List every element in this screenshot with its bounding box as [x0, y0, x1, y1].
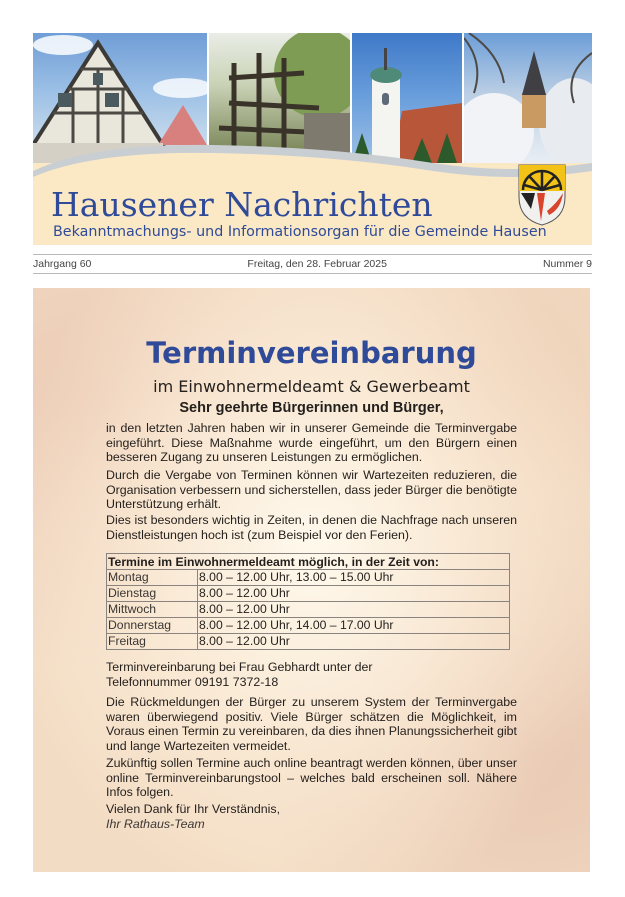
contact-line: Terminvereinbarung bei Frau Gebhardt unter der	[106, 660, 373, 674]
paragraph-text: Dies ist besonders wichtig in Zeiten, in denen die Nachfrage nach unseren Dienstleistungen hoch ist (zum Beispiel vor den Ferien).	[106, 513, 517, 542]
day-cell: Dienstag	[107, 586, 198, 602]
notice-title: Terminvereinbarung	[146, 336, 477, 370]
time-cell: 8.00 – 12.00 Uhr	[198, 602, 510, 618]
signature: Ihr Rathaus-Team	[106, 816, 205, 831]
paragraph-text: Die Rückmeldungen der Bürger zu unserem System der Terminvergabe waren überwiegend positiv. Viele Bürger schätzen die Möglichkeit, im Voraus einen Termin zu vereinbaren, da dies ihnen Planungssicherheit gibt und lange Wartezeiten vermeidet.	[106, 695, 517, 754]
paragraph-importance	[106, 513, 517, 542]
issue-info-bar	[33, 254, 592, 274]
contact-info	[106, 660, 517, 689]
masthead	[33, 33, 592, 245]
table-row	[107, 570, 510, 586]
paragraph-feedback	[106, 695, 517, 754]
closing-text: Vielen Dank für Ihr Verständnis,	[106, 802, 281, 816]
municipal-coat-of-arms-icon	[517, 163, 567, 227]
time-cell: 8.00 – 12.00 Uhr	[198, 586, 510, 602]
phone-number: Telefonnummer 09191 7372-18	[106, 674, 279, 689]
table-row	[107, 618, 510, 634]
table-row	[107, 586, 510, 602]
paragraph-text: in den letzten Jahren haben wir in unserer Gemeinde die Terminvergabe eingeführt. Diese Maßnahme wurde eingeführt, um den Bürgern einen besseren Zugang zu unseren Leistungen zu ermöglichen.	[106, 421, 517, 465]
appointment-notice	[33, 288, 590, 872]
newspaper-title: Hausener Nachrichten	[51, 185, 433, 224]
issue-date: Freitag, den 28. Februar 2025	[247, 258, 387, 270]
time-cell: 8.00 – 12.00 Uhr, 14.00 – 17.00 Uhr	[198, 618, 510, 634]
time-cell: 8.00 – 12.00 Uhr	[198, 634, 510, 650]
day-cell: Freitag	[107, 634, 198, 650]
table-header: Termine im Einwohnermeldeamt möglich, in der Zeit von:	[107, 554, 510, 570]
paragraph-benefits	[106, 468, 517, 512]
table-row	[107, 634, 510, 650]
day-cell: Mittwoch	[107, 602, 198, 618]
day-cell: Montag	[107, 570, 198, 586]
volume-label: Jahrgang 60	[33, 258, 92, 270]
paragraph-text: Zukünftig sollen Termine auch online beantragt werden können, über unser online Terminvereinbarungstool – welches bald erscheinen soll. Nähere Infos folgen.	[106, 756, 517, 800]
paragraph-text: Durch die Vergabe von Terminen können wir Wartezeiten reduzieren, die Organisation verbessern und sicherstellen, dass jeder Bürger die benötigte Unterstützung erhält.	[106, 468, 517, 512]
table-header-row	[107, 554, 510, 570]
notice-greeting: Sehr geehrte Bürgerinnen und Bürger,	[179, 400, 444, 416]
notice-subtitle: im Einwohnermeldeamt & Gewerbeamt	[153, 377, 470, 396]
closing-block	[106, 802, 517, 831]
issue-number: Nummer 9	[542, 258, 592, 270]
table-row	[107, 602, 510, 618]
time-cell: 8.00 – 12.00 Uhr, 13.00 – 15.00 Uhr	[198, 570, 510, 586]
decorative-wave	[33, 133, 592, 193]
paragraph-future	[106, 756, 517, 800]
paragraph-intro	[106, 421, 517, 465]
newspaper-subtitle: Bekanntmachungs- und Informationsorgan für die Gemeinde Hausen	[53, 224, 547, 240]
appointment-hours-table	[106, 553, 510, 650]
day-cell: Donnerstag	[107, 618, 198, 634]
